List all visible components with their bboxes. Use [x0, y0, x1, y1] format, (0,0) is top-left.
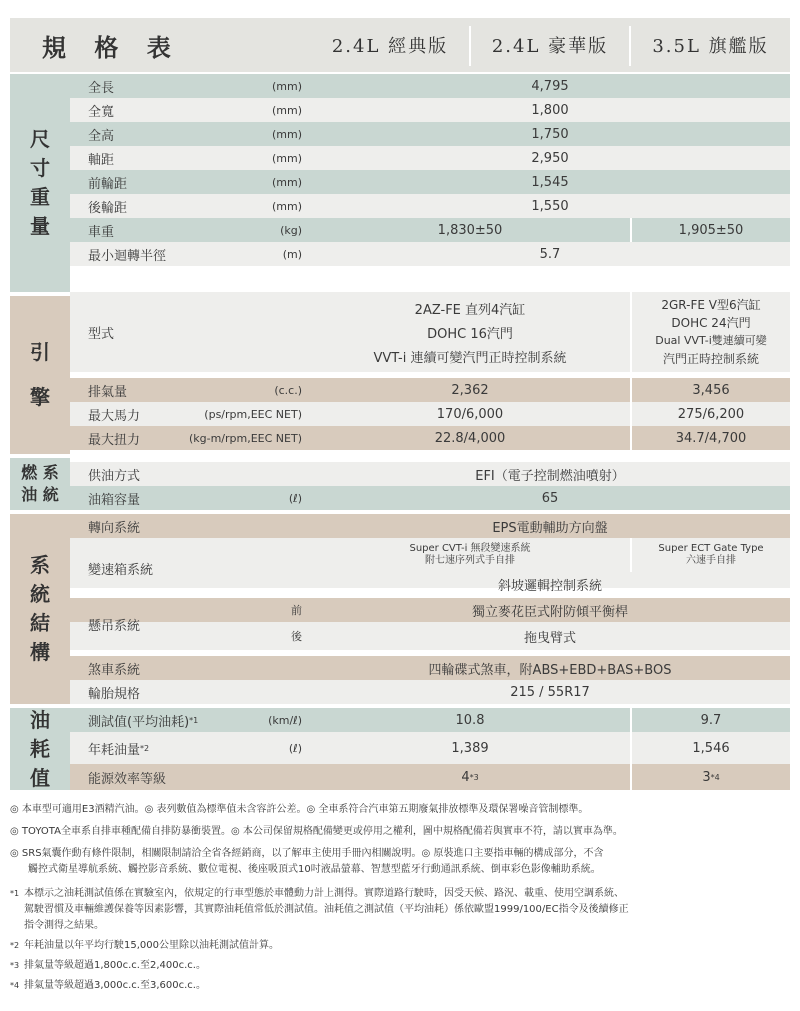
- value-tank-capacity: 65: [541, 490, 559, 506]
- footnote-mark: *2: [10, 941, 20, 950]
- category-structure: [10, 514, 70, 704]
- value-fuel-supply: EFI（電子控制燃油噴射）: [475, 468, 625, 484]
- footnote-mark: *1: [189, 715, 199, 725]
- row-unit: (kg): [280, 223, 302, 237]
- row-unit: (ps/rpm,EEC NET): [204, 407, 302, 421]
- value-suspension-rear: 拖曳臂式: [523, 630, 576, 646]
- row-label-efficiency: 能源效率等級: [88, 771, 167, 787]
- value-turning-radius: 5.7: [539, 246, 561, 262]
- value-weight-24: 1,830±50: [437, 222, 503, 238]
- value-test-35: 9.7: [700, 712, 722, 728]
- row-label-wheelbase: 軸距: [88, 152, 115, 168]
- category-char: 油 統: [21, 485, 59, 504]
- category-consumption: [10, 708, 70, 790]
- footnote-line: 排氣量等級超過1,800c.c.至2,400c.c.。: [24, 960, 206, 971]
- value-slope-logic: 斜坡邏輯控制系統: [497, 578, 602, 594]
- row-label-weight: 車重: [88, 224, 115, 240]
- row-unit: (ℓ): [288, 491, 302, 505]
- row-unit: (ℓ): [288, 741, 302, 755]
- note-line: ◎ SRS氣囊作動有條件限制，相關限制請洽全省各經銷商，以了解車主使用手冊內相關說明。◎ 原裝進口主要指車輛的構成部分，不含: [10, 848, 604, 859]
- category-char: 系: [30, 553, 50, 577]
- row-label-rear-track: 後輪距: [88, 200, 128, 216]
- footnote-line: 指令測得之結果。: [24, 920, 104, 931]
- suspension-rear-label: 後: [291, 630, 302, 643]
- category-char: 引: [30, 340, 50, 364]
- category-char: 擎: [30, 385, 50, 409]
- row-label-height: 全高: [88, 128, 115, 144]
- efficiency-grade: 4: [461, 769, 470, 785]
- value-efficiency-24: [310, 764, 630, 790]
- notes-block: [10, 802, 790, 994]
- row-label-length: 全長: [88, 80, 115, 96]
- row-label-width: 全寬: [88, 104, 115, 120]
- category-char: 結: [30, 611, 50, 635]
- transmission-line: Super CVT-i 無段變速系統: [409, 542, 531, 554]
- row-label-max-torque: 最大扭力: [88, 432, 141, 448]
- value-weight-35: 1,905±50: [678, 222, 744, 238]
- value-max-power-35: 275/6,200: [677, 406, 745, 422]
- value-transmission-35: [632, 540, 790, 570]
- row-unit: (mm): [271, 199, 302, 213]
- value-steering: EPS電動輔助方向盤: [492, 520, 608, 536]
- value-tire: 215 / 55R17: [510, 684, 590, 700]
- transmission-line: Super ECT Gate Type: [658, 542, 764, 554]
- value-wheelbase: 2,950: [531, 150, 569, 166]
- value-suspension-front: 獨立麥花臣式附防傾平衡桿: [471, 604, 628, 620]
- row-unit: (mm): [271, 79, 302, 93]
- category-char: 耗: [30, 736, 50, 761]
- transmission-line: 六速手自排: [686, 555, 736, 566]
- note-line: 觸控式衛星導航系統、觸控影音系統、數位電視、後座吸頂式10吋液晶螢幕、智慧型藍牙行動通訊系統、倒車彩色影像輔助系統。: [28, 864, 601, 875]
- category-char: 統: [30, 582, 50, 606]
- value-annual-24: 1,389: [451, 740, 489, 756]
- engine-line: DOHC 16汽門: [427, 326, 513, 342]
- row-unit: (mm): [271, 103, 302, 117]
- column-header-35-flagship: 3.5L 旗艦版: [652, 36, 769, 57]
- footnote-line: 本標示之油耗測試值係在實驗室內，依規定的行車型態於車體動力計上測得。實際道路行駛時，因受天候、路況、載重、使用空調系統、: [24, 888, 624, 899]
- engine-line: VVT-i 連續可變汽門正時控制系統: [373, 350, 567, 366]
- row-label-engine-type: 型式: [88, 326, 115, 342]
- category-fuel-system: [10, 458, 70, 510]
- note-line: ◎ 本車型可適用E3酒精汽油。◎ 表列數值為標準值未含容許公差。◎ 全車系符合汽車第五期廢氣排放標準及環保署噪音管制標準。: [10, 804, 589, 815]
- footnote-2: [10, 938, 790, 954]
- category-dimensions: [10, 74, 70, 292]
- value-transmission-24: [310, 540, 630, 570]
- footnote-mark: *2: [140, 743, 150, 753]
- row-label-displacement: 排氣量: [88, 384, 128, 400]
- value-max-torque-35: 34.7/4,700: [675, 430, 747, 446]
- row-unit: (kg-m/rpm,EEC NET): [188, 431, 302, 445]
- suspension-front-label: 前: [291, 604, 302, 617]
- footnote-line: 駕駛習慣及車輛維護保養等因素影響，其實際油耗值常低於測試值。油耗值之測試值（平均油耗）係依歐盟1999/100/EC指令及後續修正: [24, 904, 629, 915]
- category-char: 重: [30, 185, 50, 209]
- value-length: 4,795: [531, 78, 569, 94]
- row-label-steering: 轉向系統: [88, 520, 141, 536]
- note-line: ◎ TOYOTA全車系自排車種配備自排防暴衝裝置。◎ 本公司保留規格配備變更或停用之權利，圖中規格配備若與實車不符，請以實車為準。: [10, 826, 623, 837]
- category-char: 寸: [30, 156, 50, 180]
- category-engine: [10, 296, 70, 454]
- row-label-suspension: 懸吊系統: [88, 618, 141, 634]
- category-char: 油: [30, 707, 50, 732]
- value-front-track: 1,545: [531, 174, 569, 190]
- annual-fuel-label: 年耗油量: [88, 742, 141, 758]
- footnote-mark: *3: [10, 961, 20, 970]
- value-annual-35: 1,546: [692, 740, 730, 756]
- engine-line: 汽門正時控制系統: [662, 352, 759, 366]
- column-header-24-classic: 2.4L 經典版: [331, 36, 449, 57]
- engine-line: DOHC 24汽門: [671, 316, 751, 330]
- category-char: 量: [30, 214, 50, 238]
- value-efficiency-35: [632, 764, 790, 790]
- value-max-torque-24: 22.8/4,000: [434, 430, 506, 446]
- category-char: 值: [30, 765, 50, 790]
- footnote-4: [10, 978, 790, 994]
- category-char: 構: [30, 640, 50, 664]
- value-height: 1,750: [531, 126, 569, 142]
- value-width: 1,800: [531, 102, 569, 118]
- footnote-mark: *4: [10, 981, 20, 990]
- row-unit: (mm): [271, 151, 302, 165]
- value-max-power-24: 170/6,000: [436, 406, 504, 422]
- engine-line: 2GR-FE V型6汽缸: [661, 298, 761, 312]
- engine-line: Dual VVT-i雙連續可變: [655, 334, 767, 347]
- row-label-max-power: 最大馬力: [88, 408, 141, 424]
- footnote-3: [10, 958, 790, 974]
- category-char: 燃 系: [21, 463, 59, 483]
- transmission-line: 附七速序列式手自排: [425, 555, 515, 566]
- test-value-label: 測試值(平均油耗): [88, 714, 190, 730]
- row-unit: (m): [282, 247, 302, 261]
- value-displacement-24: 2,362: [451, 382, 489, 398]
- page-title: 規 格 表: [42, 32, 181, 62]
- footnote-1: [10, 886, 790, 934]
- footnote-mark: *4: [710, 772, 720, 782]
- efficiency-grade: 3: [702, 769, 711, 785]
- row-label-fuel-supply: 供油方式: [88, 468, 141, 484]
- row-unit: (km/ℓ): [268, 713, 302, 727]
- value-brake: 四輪碟式煞車，附ABS+EBD+BAS+BOS: [428, 662, 672, 678]
- footnote-line: 排氣量等級超過3,000c.c.至3,600c.c.。: [24, 980, 206, 991]
- value-displacement-35: 3,456: [692, 382, 730, 398]
- footnote-line: 年耗油量以年平均行駛15,000公里除以油耗測試值計算。: [24, 940, 279, 951]
- row-unit: (mm): [271, 175, 302, 189]
- value-engine-type-35: [632, 292, 790, 372]
- row-label-tire: 輪胎規格: [88, 686, 141, 702]
- value-engine-type-24: [310, 292, 630, 372]
- value-rear-track: 1,550: [531, 198, 569, 214]
- row-label-tank-capacity: 油箱容量: [88, 492, 141, 508]
- engine-line: 2AZ-FE 直列4汽缸: [414, 302, 526, 318]
- category-char: 尺: [30, 127, 50, 151]
- row-label-brake: 煞車系統: [88, 662, 141, 678]
- row-label-turning-radius: 最小迴轉半徑: [88, 248, 167, 264]
- column-header-24-luxury: 2.4L 豪華版: [491, 36, 609, 57]
- footnote-mark: *1: [10, 889, 20, 898]
- row-unit: (mm): [271, 127, 302, 141]
- row-label-front-track: 前輪距: [88, 176, 128, 192]
- row-label-transmission: 變速箱系統: [88, 562, 154, 578]
- row-unit: (c.c.): [274, 383, 302, 397]
- value-test-24: 10.8: [455, 712, 485, 728]
- footnote-mark: *3: [469, 772, 479, 782]
